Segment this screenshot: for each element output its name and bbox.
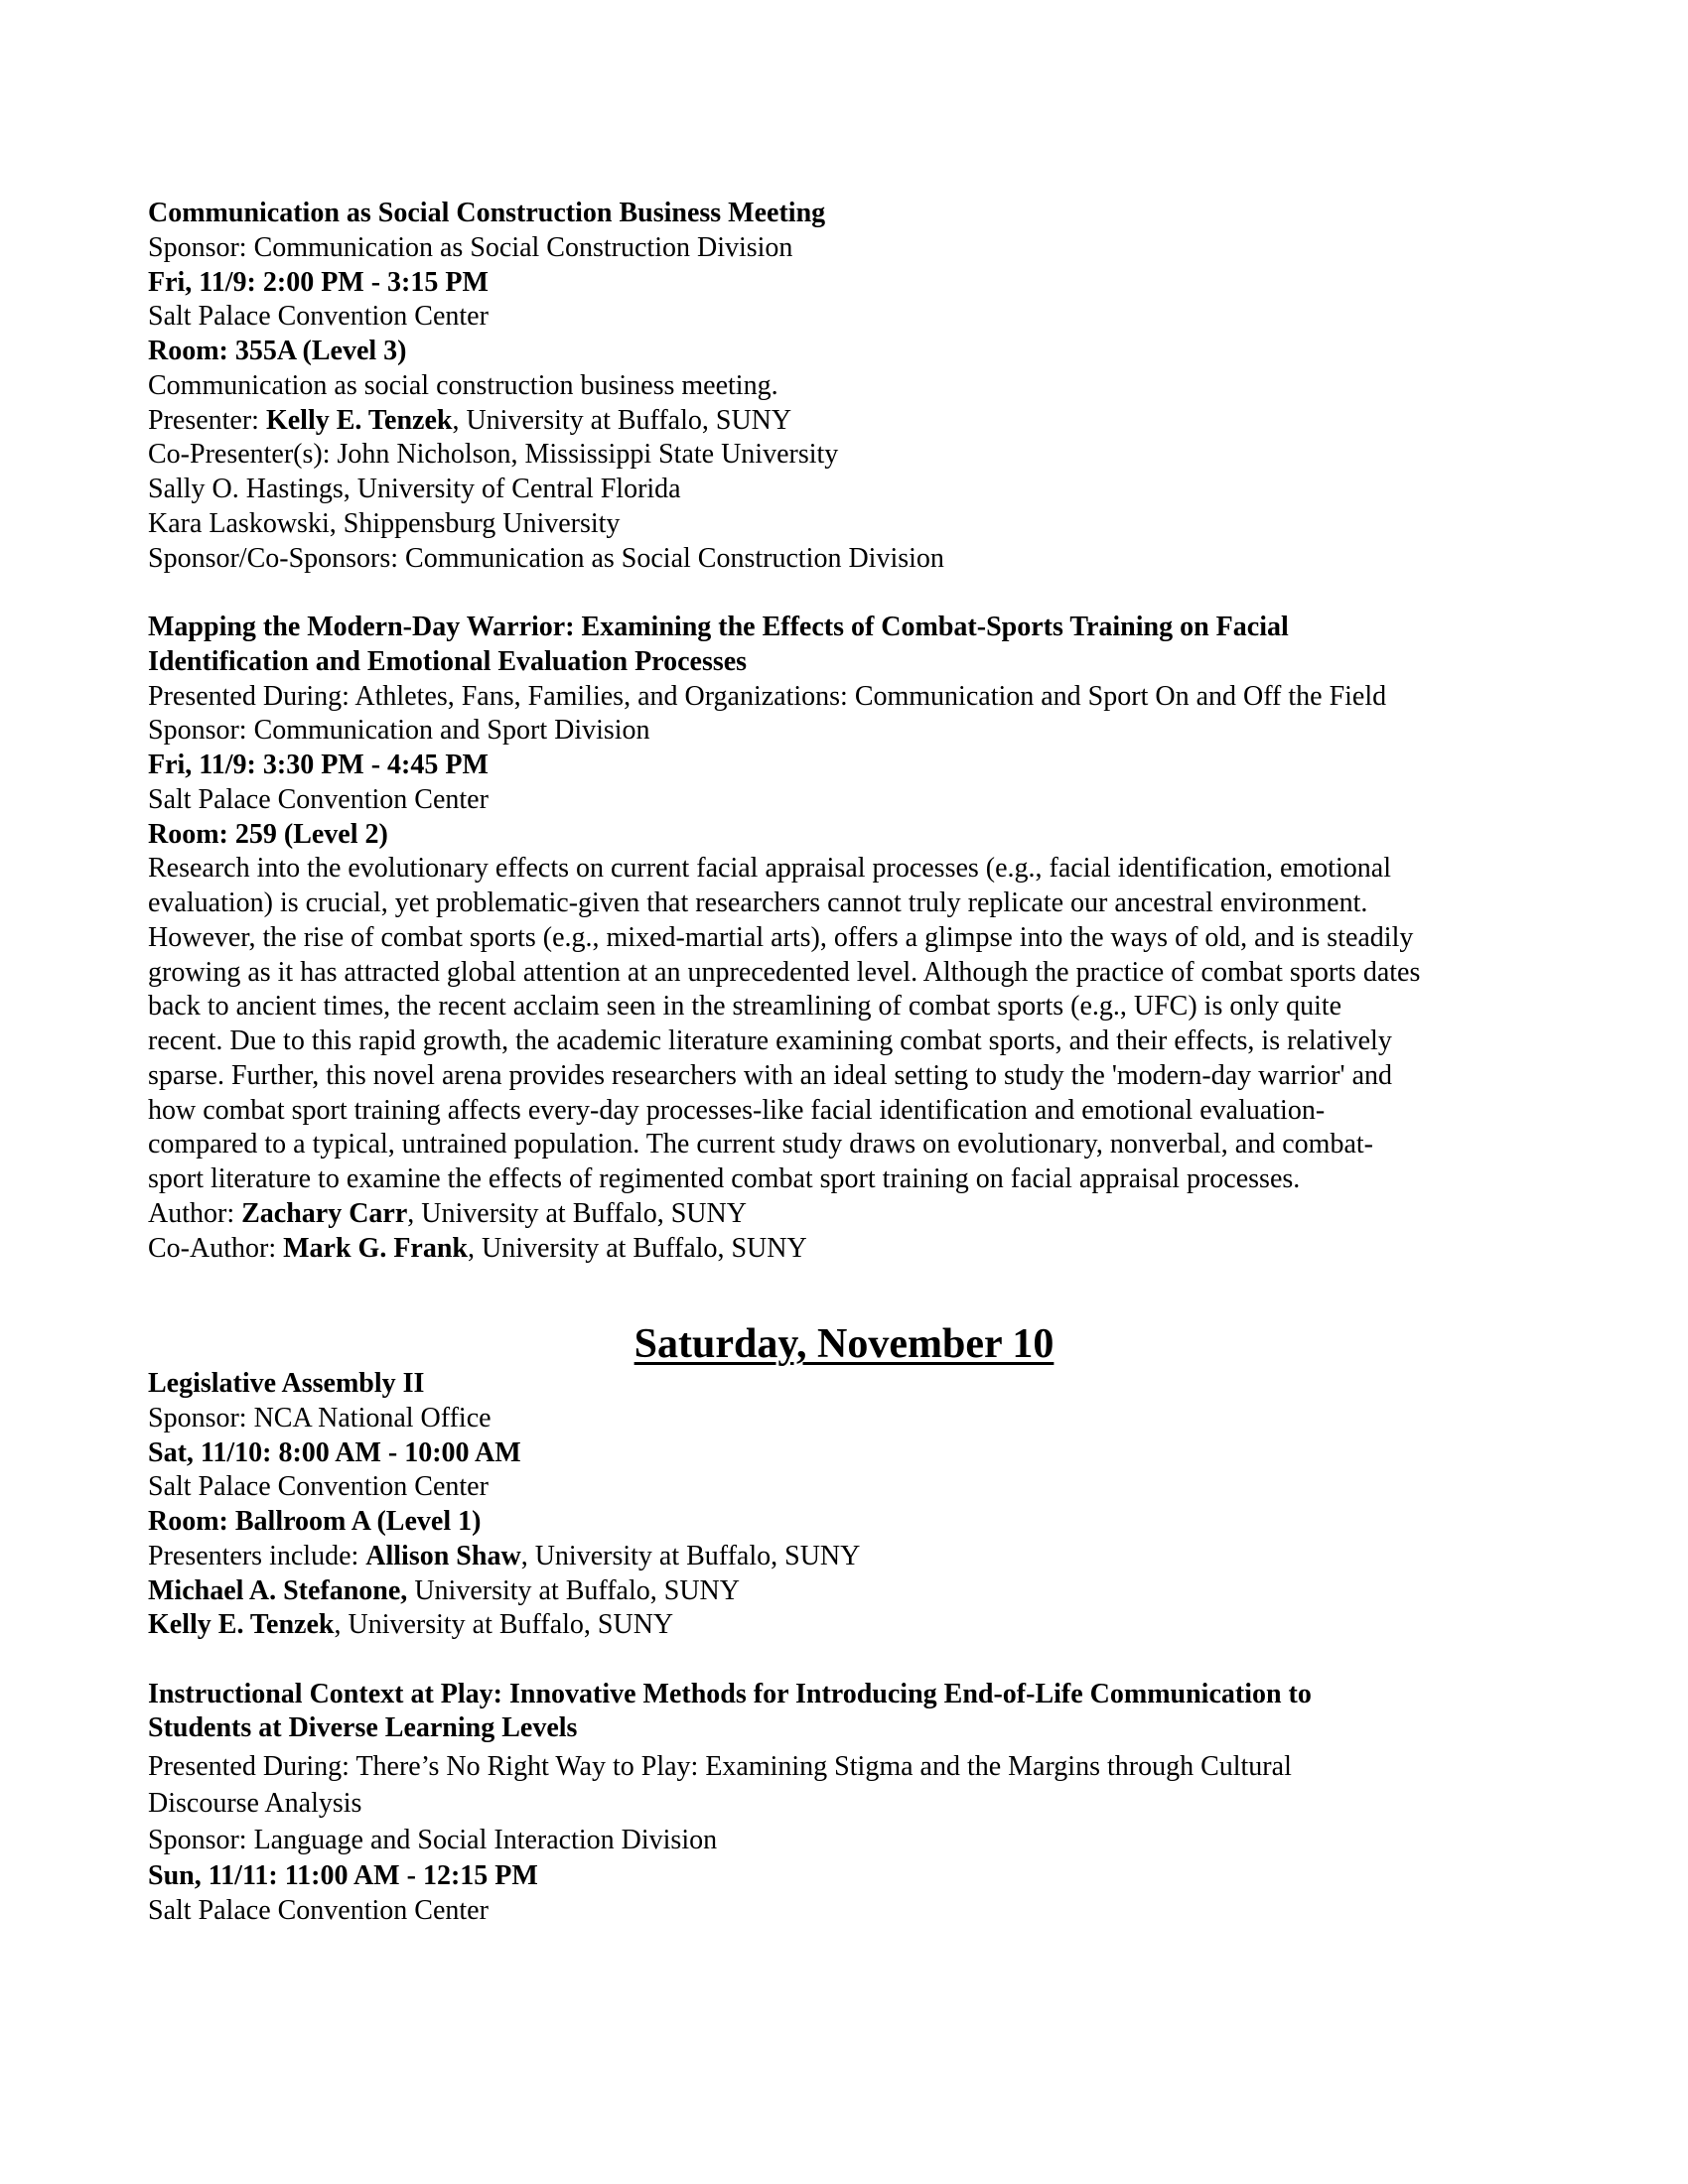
entry-presented-during: Presented During: There’s No Right Way to Play: Examining Stigma and the Margins through Cultural	[148, 1751, 1292, 1782]
entry-presenter	[148, 1608, 673, 1642]
abstract-line: back to ancient times, the recent acclaim seen in the streamlining of combat sports (e.g., UFC) is only quite	[148, 991, 1342, 1022]
entry-sponsor: Sponsor: Communication as Social Construction Division	[148, 232, 793, 263]
day-heading: Saturday, November 10	[633, 1321, 1055, 1367]
abstract-line: compared to a typical, untrained population. The current study draws on evolutionary, nonverbal, and combat-	[148, 1129, 1373, 1160]
abstract-line: sport literature to examine the effects of regimented combat sport training on facial appraisal processes.	[148, 1163, 1301, 1194]
presenter-name: Kelly E. Tenzek	[148, 1609, 335, 1640]
entry-copresenter: Sally O. Hastings, University of Central Florida	[148, 474, 681, 504]
entry-venue: Salt Palace Convention Center	[148, 1895, 489, 1926]
entry-title: Communication as Social Construction Business Meeting	[148, 198, 826, 228]
presenter-affiliation: University at Buffalo, SUNY	[407, 1575, 740, 1606]
abstract-line: However, the rise of combat sports (e.g., mixed-martial arts), offers a glimpse into the ways of old, and is steadily	[148, 922, 1414, 953]
presenter-name: Kelly E. Tenzek	[265, 405, 453, 436]
coauthor-name: Mark G. Frank	[283, 1233, 468, 1264]
entry-title: Legislative Assembly II	[148, 1368, 425, 1399]
entry-time: Fri, 11/9: 3:30 PM - 4:45 PM	[148, 750, 489, 780]
coauthor-label: Co-Author:	[148, 1233, 284, 1264]
entry-time: Sat, 11/10: 8:00 AM - 10:00 AM	[148, 1437, 521, 1468]
presenter-affiliation: , University at Buffalo, SUNY	[520, 1541, 861, 1571]
author-affiliation: , University at Buffalo, SUNY	[407, 1198, 747, 1229]
entry-author	[148, 1197, 747, 1231]
presenter-label: Presenter:	[148, 405, 266, 436]
presenter-affiliation: , University at Buffalo, SUNY	[452, 405, 792, 436]
presenters-label: Presenters include:	[148, 1541, 366, 1571]
author-name: Zachary Carr	[241, 1198, 408, 1229]
entry-presented-during: Presented During: Athletes, Fans, Families, and Organizations: Communication and Sport On and Off the Field	[148, 681, 1387, 712]
entry-copresenter: Co-Presenter(s): John Nicholson, Mississippi State University	[148, 439, 839, 470]
abstract-line: evaluation) is crucial, yet problematic-given that researchers cannot truly replicate our ancestral environment.	[148, 887, 1368, 918]
coauthor-affiliation: , University at Buffalo, SUNY	[468, 1233, 807, 1264]
abstract-line: how combat sport training affects every-day processes-like facial identification and emotional evaluation-	[148, 1095, 1326, 1126]
entry-presenter	[148, 404, 791, 438]
author-label: Author:	[148, 1198, 242, 1229]
entry-presenter	[148, 1574, 740, 1608]
entry-title: Students at Diverse Learning Levels	[148, 1712, 578, 1743]
entry-title: Mapping the Modern-Day Warrior: Examining the Effects of Combat-Sports Training on Facial	[148, 612, 1289, 642]
abstract-line: Research into the evolutionary effects on current facial appraisal processes (e.g., facial identification, emotional	[148, 853, 1391, 884]
entry-sponsor: Sponsor: NCA National Office	[148, 1403, 492, 1433]
entry-time: Fri, 11/9: 2:00 PM - 3:15 PM	[148, 267, 489, 298]
presenter-name: Michael A. Stefanone,	[148, 1575, 408, 1606]
entry-sponsor: Sponsor: Communication and Sport Division	[148, 715, 650, 746]
abstract-line: sparse. Further, this novel arena provides researchers with an ideal setting to study the 'modern-day warrior' and	[148, 1060, 1393, 1091]
entry-venue: Salt Palace Convention Center	[148, 301, 489, 332]
entry-presented-during: Discourse Analysis	[148, 1788, 362, 1819]
entry-cosponsors: Sponsor/Co-Sponsors: Communication as Social Construction Division	[148, 543, 944, 574]
entry-sponsor: Sponsor: Language and Social Interaction Division	[148, 1825, 718, 1855]
entry-title: Identification and Emotional Evaluation Processes	[148, 646, 748, 677]
entry-presenter	[148, 1540, 860, 1573]
abstract-line: recent. Due to this rapid growth, the academic literature examining combat sports, and their effects, is relatively	[148, 1025, 1392, 1056]
abstract-line: growing as it has attracted global attention at an unprecedented level. Although the practice of combat sports dates	[148, 957, 1421, 988]
entry-venue: Salt Palace Convention Center	[148, 1471, 489, 1502]
entry-coauthor	[148, 1232, 807, 1266]
presenter-affiliation: , University at Buffalo, SUNY	[334, 1609, 674, 1640]
entry-room: Room: 259 (Level 2)	[148, 819, 388, 850]
entry-time: Sun, 11/11: 11:00 AM - 12:15 PM	[148, 1860, 538, 1891]
entry-room: Room: Ballroom A (Level 1)	[148, 1506, 482, 1537]
entry-title: Instructional Context at Play: Innovative Methods for Introducing End-of-Life Communication to	[148, 1679, 1312, 1709]
entry-description: Communication as social construction business meeting.	[148, 370, 778, 401]
entry-copresenter: Kara Laskowski, Shippensburg University	[148, 508, 621, 539]
entry-venue: Salt Palace Convention Center	[148, 784, 489, 815]
entry-room: Room: 355A (Level 3)	[148, 336, 407, 366]
presenter-name: Allison Shaw	[365, 1541, 521, 1571]
